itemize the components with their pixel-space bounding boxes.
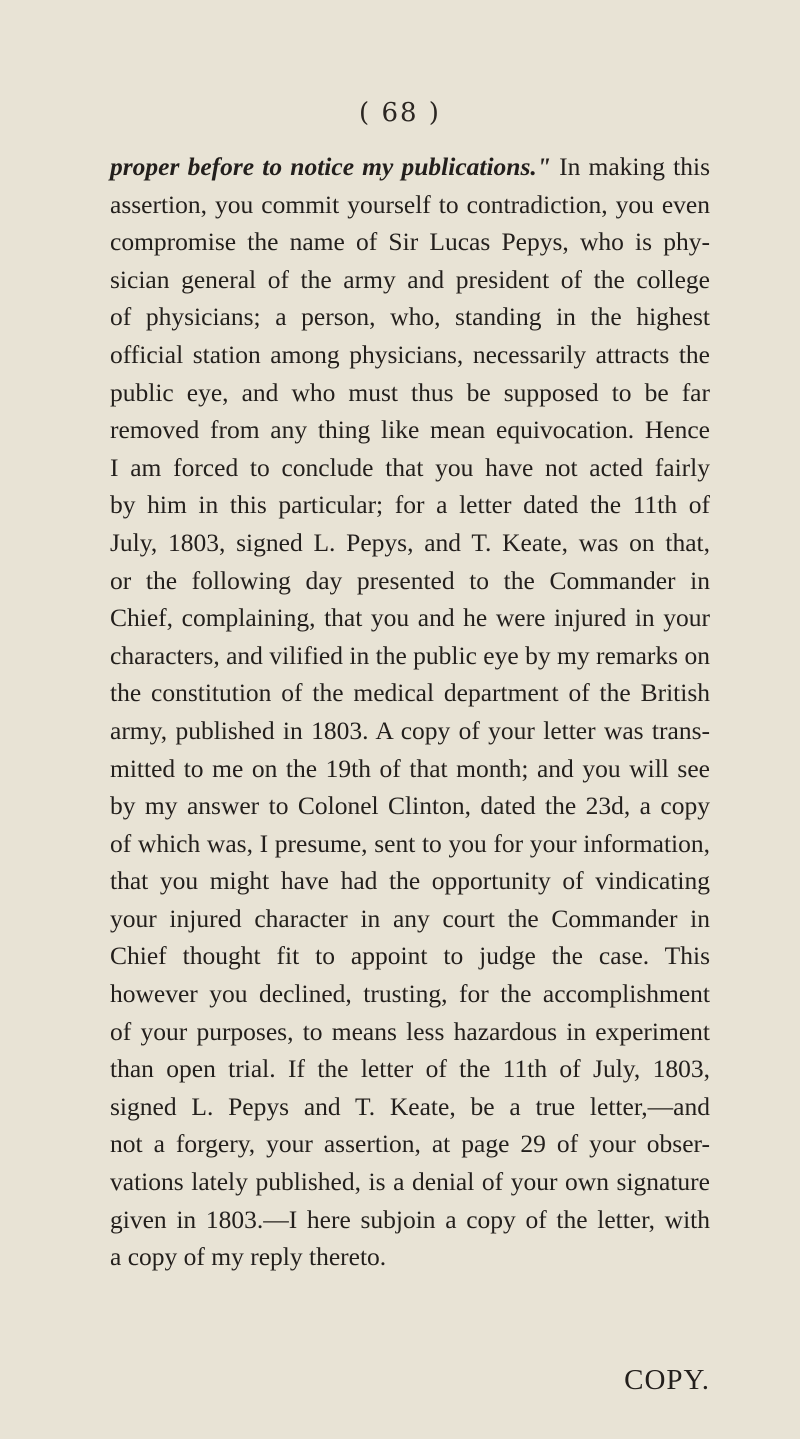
text-line: of which was, I presume, sent to you for your information, — [110, 828, 710, 858]
text-line: Chief thought fit to appoint to judge the case. This — [110, 941, 710, 971]
text-line: the constitution of the medical department of the British — [110, 678, 710, 708]
text-line: July, 1803, signed L. Pepys, and T. Keate, was on that, — [110, 527, 710, 557]
text-line: I am forced to conclude that you have not acted fairly — [110, 452, 710, 482]
text-line: Chief, complaining, that you and he were injured in your — [110, 603, 710, 633]
text-line: vations lately published, is a denial of your own signature — [110, 1167, 710, 1197]
text-line: mitted to me on the 19th of that month; and you will see — [110, 753, 710, 783]
text-line: public eye, and who must thus be supposed to be far — [110, 377, 710, 407]
text-line: by him in this particular; for a letter dated the 11th of — [110, 490, 710, 520]
page-number: ( 68 ) — [359, 98, 441, 128]
text-line: than open trial. If the letter of the 11th of July, 1803, — [110, 1054, 710, 1084]
text-line: given in 1803.—I here subjoin a copy of the letter, with — [110, 1204, 710, 1234]
text-line: however you declined, trusting, for the accomplishment — [110, 979, 710, 1009]
body-text — [110, 148, 710, 1276]
italic-quote: proper before to notice my publications." — [110, 152, 551, 181]
text-line: that you might have had the opportunity of vindicating — [110, 866, 710, 896]
text-line: your injured character in any court the Commander in — [110, 903, 710, 933]
text-line: or the following day presented to the Commander in — [110, 565, 710, 595]
text-line: compromise the name of Sir Lucas Pepys, who is phy- — [110, 227, 710, 257]
text-line: official station among physicians, necessarily attracts the — [110, 339, 710, 369]
text-line: of physicians; a person, who, standing in the highest — [110, 302, 710, 332]
text-line: army, published in 1803. A copy of your letter was trans- — [110, 715, 710, 745]
text-line: signed L. Pepys and T. Keate, be a true letter,—and — [110, 1091, 710, 1121]
text-line: a copy of my reply thereto. — [110, 1242, 387, 1272]
catchword: COPY. — [624, 1364, 710, 1396]
text-line: characters, and vilified in the public eye by my remarks on — [110, 640, 710, 670]
text-line: of your purposes, to means less hazardous in experiment — [110, 1016, 710, 1046]
text-line: assertion, you commit yourself to contradiction, you even — [110, 189, 710, 219]
text-line: not a forgery, your assertion, at page 29 of your obser- — [110, 1129, 710, 1159]
text-fragment: In making this — [550, 152, 710, 181]
text-line: removed from any thing like mean equivocation. Hence — [110, 415, 710, 445]
text-line: by my answer to Colonel Clinton, dated the 23d, a copy — [110, 791, 710, 821]
text-line — [110, 148, 710, 186]
text-line: sician general of the army and president of the college — [110, 264, 710, 294]
